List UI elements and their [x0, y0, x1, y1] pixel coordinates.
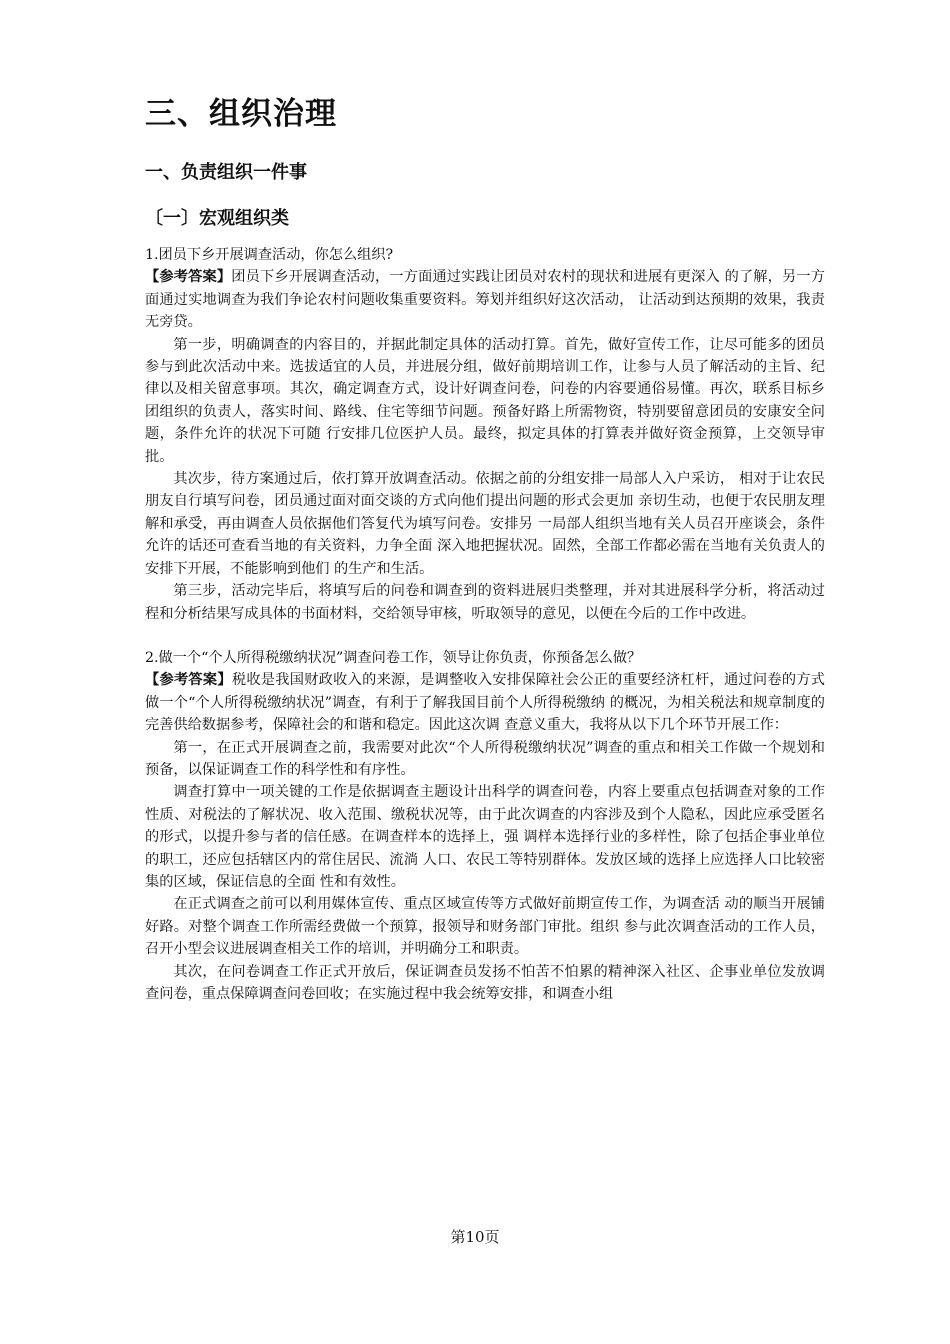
answer-2-text: 税收是我国财政收入的来源，是调整收入安排保障社会公正的重要经济杠杆，通过问卷的方式做一个“个人所得税缴纳状况”调查，有利于了解我国目前个人所得税缴纳 的概况，为相关税法和规章制度的完善供给数据参考，保障社会的和谐和稳定。因此这次调 查意义重大，我将从以下几个环节开展工作： [145, 672, 825, 734]
answer-1-text: 团员下乡开展调查活动，一方面通过实践让团员对农村的现状和进展有更深入 的了解，另一方面通过实地调查为我们争论农村问题收集重要资料。筹划并组织好这次活动， 让活动到达预期的效果，我责无旁贷。 [145, 269, 825, 331]
chapter-title: 三、组织治理 [145, 96, 337, 132]
q1-paragraph-1: 第一步，明确调查的内容目的，并据此制定具体的活动打算。首先，做好宣传工作，让尽可能多的团员参与到此次活动中来。选拔适宜的人员，并进展分组，做好前期培训工作，让参与人员了解活动的主旨、纪律以及相关留意事项。其次，确定调查方式，设计好调查问卷，问卷的内容要通俗易懂。再次，联系目标乡团组织的负责人，落实时间、路线、住宅等细节问题。预备好路上所需物资，特别要留意团员的安康安全问题，条件允许的状况下可随 行安排几位医护人员。最终，拟定具体的打算表并做好资金预算，上交领导审批。 [145, 336, 825, 465]
document-body [145, 244, 825, 1005]
q1-paragraph-2: 其次步，待方案通过后，依打算开放调查活动。依据之前的分组安排一局部人入户采访， 相对于让农民朋友自行填写问卷，团员通过面对面交谈的方式向他们提出问题的形式会更加 亲切生动，也便于农民朋友理解和承受，再由调查人员依据他们答复代为填写问卷。安排另 一局部人组织当地有关人员召开座谈会，条件允许的话还可查看当地的有关资料，力争全面 深入地把握状况。固然，全部工作都必需在当地有关负责人的安排下开展，不能影响到他们 的生产和生活。 [145, 471, 825, 577]
question-1: 1.团员下乡开展调查活动，你怎么组织? [145, 247, 394, 263]
question-2: 2.做一个“个人所得税缴纳状况”调查问卷工作，领导让你负责，你预备怎么做？ [145, 649, 642, 666]
q2-paragraph-1: 第一，在正式开展调查之前，我需要对此次“个人所得税缴纳状况”调查的重点和相关工作做一个规划和预备，以保证调查工作的科学性和有序性。 [145, 739, 825, 778]
answer-1 [145, 266, 825, 333]
answer-label: 【参考答案】 [145, 269, 232, 286]
section-heading: 一、负责组织一件事 [145, 162, 307, 183]
subsection-heading: 〔一〕宏观组织类 [145, 208, 289, 229]
q2-paragraph-3: 在正式调查之前可以利用媒体宣传、重点区域宣传等方式做好前期宣传工作，为调查活 动的顺当开展铺好路。对整个调查工作所需经费做一个预算，报领导和财务部门审批。组织 参与此次调查活动的工作人员，召开小型会议进展调查相关工作的培训，并明确分工和职责。 [145, 896, 825, 958]
answer-label: 【参考答案】 [145, 672, 232, 689]
q1-paragraph-3: 第三步，活动完毕后，将填写后的问卷和调查到的资料进展归类整理，并对其进展科学分析，将活动过程和分析结果写成具体的书面材料，交给领导审核，听取领导的意见，以便在今后的工作中改进。 [145, 583, 825, 622]
page-number: 第10页 [450, 1228, 500, 1246]
q2-paragraph-2: 调查打算中一项关键的工作是依据调查主题设计出科学的调查问卷，内容上要重点包括调查对象的工作性质、对税法的了解状况、收入范围、缴税状况等，由于此次调查的内容涉及到个人隐私，因此应承受匿名的形式，以提升参与者的信任感。在调查样本的选择上，强 调样本选择行业的多样性，除了包括企事业单位的职工，还应包括辖区内的常住居民、流淌 人口、农民工等特别群体。发放区域的选择上应选择人口比较密集的区域，保证信息的全面 性和有效性。 [145, 784, 825, 890]
q2-paragraph-4: 其次，在问卷调查工作正式开放后，保证调查员发扬不怕苦不怕累的精神深入社区、企事业单位发放调查问卷，重点保障调查问卷回收；在实施过程中我会统筹安排，和调查小组 [145, 963, 825, 1002]
answer-2 [145, 669, 825, 736]
